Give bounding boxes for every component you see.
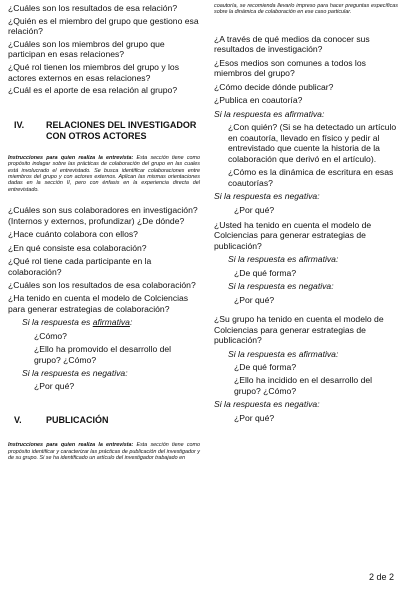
- if-yes-label-3: Si la respuesta es afirmativa:: [228, 348, 339, 359]
- question-common-media: ¿Esos medios son comunes a todos los miembros del grupo?: [214, 57, 366, 79]
- instructions-text-5: Esta sección tiene como propósito identificar y caracterizar las prácticas de publicación del investigador y de su grupo. Si se ha identificado un artículo del investigador trabajado en: [8, 442, 201, 462]
- question-contribution: ¿Cuál es el aporte de esa relación al grupo?: [8, 85, 178, 96]
- question-how: ¿Cómo?: [34, 330, 67, 341]
- question-decide-where: ¿Cómo decide dónde publicar?: [214, 81, 334, 92]
- question-what-way-2: ¿De qué forma?: [234, 362, 297, 372]
- section-5-instructions-cont: coautoría, se recomienda llevarlo impreso para hacer preguntas específicas sobre la dinámica de colaboración en ese caso particular.: [214, 3, 398, 16]
- if-no-label-2: Si la respuesta es negativa:: [228, 281, 334, 292]
- question-media: ¿A través de qué medios da conocer sus resultados de investigación?: [214, 33, 370, 55]
- question-writing-dynamic: ¿Cómo es la dinámica de escritura en esas coautorías?: [228, 167, 394, 188]
- instructions-text: Esta sección tiene como propósito indagar sobre las prácticas de colaboración del grupo en las cuales está involucrado el entrevistado. Se busca identificar colaboraciones entre miembros del grupo y con actores externos. Aplican las mismas orientaciones dadas en la sección II, pero con énfasis en la experiencia directa del entrevistado.: [8, 154, 201, 193]
- section-4-number: IV.: [14, 119, 25, 130]
- question-with-whom: ¿Con quién? (Si se ha detectado un artículo en coautoría, llevado en físico y pedir al entrevistado que cuente la historia de la colaboración que derivó en el artículo).: [228, 121, 397, 164]
- question-colciencias-personal: ¿Usted ha tenido en cuenta el modelo de Colciencias para generar estrategias de publicación?: [214, 219, 372, 252]
- section-5-title: PUBLICACIÓN: [46, 414, 109, 425]
- question-collab-results: ¿Cuáles son los resultados de esa colaboración?: [8, 279, 196, 290]
- affirmative-word: afirmativa: [92, 317, 130, 328]
- if-no-label-1: Si la respuesta es negativa:: [214, 191, 320, 202]
- if-yes-label-2: Si la respuesta es afirmativa:: [228, 254, 339, 265]
- page-number: 2 de 2: [368, 572, 394, 582]
- question-results: ¿Cuáles son los resultados de esa relación?: [8, 3, 178, 13]
- section-4-title: RELACIONES DEL INVESTIGADOR CON OTROS ACTORES: [46, 119, 197, 142]
- question-why-1: ¿Por qué?: [234, 204, 275, 215]
- section-4-heading: [8, 120, 200, 143]
- question-why: ¿Por qué?: [34, 381, 75, 392]
- question-colciencias-group: ¿Su grupo ha tenido en cuenta el modelo de Colciencias para generar estrategias de publicación?: [214, 314, 384, 346]
- question-colciencias-collab: ¿Ha tenido en cuenta el modelo de Colciencias para generar estrategias de colaboración?: [8, 293, 189, 314]
- question-members: ¿Cuáles son los miembros del grupo que participan en esas relaciones?: [8, 38, 165, 60]
- if-yes-label: Si la respuesta es afirmativa:: [22, 317, 133, 328]
- question-coauthor: ¿Publica en coautoría?: [214, 95, 303, 106]
- question-since-when: ¿Hace cuánto colabora con ellos?: [8, 229, 138, 240]
- section-5-number: V.: [14, 414, 22, 425]
- if-yes-label-1: Si la respuesta es afirmativa:: [214, 108, 325, 119]
- question-what-consists: ¿En qué consiste esa colaboración?: [8, 242, 147, 253]
- instructions-lead: Instrucciones para quien realiza la entrevista:: [8, 154, 134, 161]
- question-incidence: ¿Ello ha incidido en el desarrollo del grupo? ¿Cómo?: [234, 375, 373, 396]
- if-no-label: Si la respuesta es negativa:: [22, 368, 128, 379]
- question-why-3: ¿Por qué?: [234, 412, 275, 423]
- instructions-lead-5: Instrucciones para quien realiza la entrevista:: [8, 442, 134, 449]
- section-5-instructions: [8, 442, 200, 461]
- question-roles: ¿Qué rol tienen los miembros del grupo y los actores externos en esas relaciones?: [8, 61, 179, 83]
- if-no-label-3: Si la respuesta es negativa:: [214, 399, 320, 410]
- question-collaborators: ¿Cuáles son sus colaboradores en investigación? (Internos y externos, profundizar) ¿De dónde?: [8, 205, 198, 226]
- right-column: [214, 0, 398, 426]
- section-4-instructions: [8, 155, 200, 193]
- question-promoted: ¿Ello ha promovido el desarrollo del grupo? ¿Cómo?: [34, 344, 172, 365]
- left-column: [8, 0, 200, 462]
- question-who-managed: ¿Quién es el miembro del grupo que gestiono esa relación?: [8, 15, 199, 37]
- question-participant-role: ¿Qué rol tiene cada participante en la colaboración?: [8, 255, 152, 277]
- question-what-way-1: ¿De qué forma?: [234, 267, 297, 278]
- section-5-heading: [8, 415, 200, 427]
- question-why-2: ¿Por qué?: [234, 294, 275, 305]
